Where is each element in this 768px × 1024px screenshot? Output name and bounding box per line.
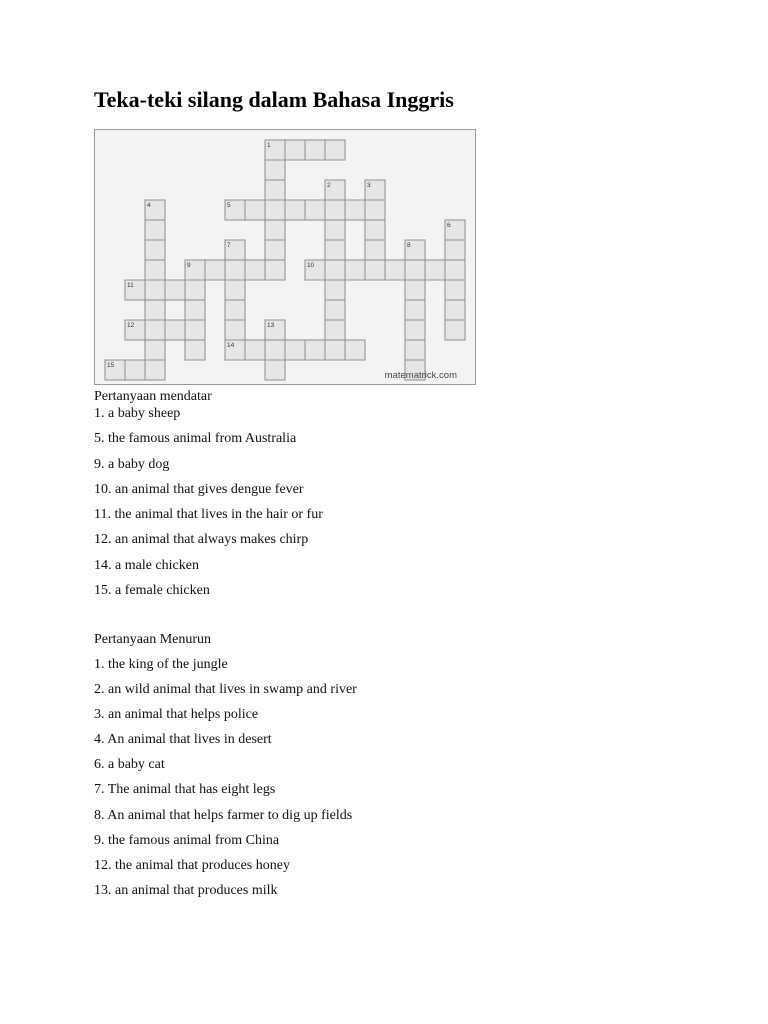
- down-clue: 8. An animal that helps farmer to dig up fields: [94, 807, 353, 823]
- across-clue: 11. the animal that lives in the hair or fur: [94, 507, 323, 523]
- down-clue: 6. a baby cat: [94, 757, 165, 773]
- across-clue: 14. a male chicken: [94, 557, 199, 573]
- clue-number: 2: [327, 182, 331, 189]
- clue-number: 12: [127, 322, 135, 329]
- across-clue: 12. an animal that always makes chirp: [94, 532, 309, 548]
- grid-cell: [325, 300, 345, 320]
- grid-cell: [285, 140, 305, 160]
- across-heading: Pertanyaan mendatar: [94, 389, 212, 404]
- down-clue: 13. an animal that produces milk: [94, 882, 278, 898]
- grid-cell: [185, 320, 205, 340]
- grid-cell: [225, 320, 245, 340]
- clue-number: 8: [407, 242, 411, 249]
- grid-cell: [265, 160, 285, 180]
- grid-cell: [385, 260, 405, 280]
- clue-number: 6: [447, 222, 451, 229]
- grid-cell: [365, 240, 385, 260]
- grid-cell: [185, 340, 205, 360]
- grid-cell: [325, 140, 345, 160]
- across-clue-list: [94, 405, 323, 607]
- clue-number: 1: [267, 142, 271, 149]
- down-clue-list: [94, 656, 357, 907]
- grid-cell: [145, 240, 165, 260]
- grid-cell: [405, 320, 425, 340]
- grid-cell: [325, 320, 345, 340]
- grid-cell: [325, 240, 345, 260]
- grid-cell: [445, 260, 465, 280]
- grid-cell: [125, 360, 145, 380]
- grid-cell: [445, 300, 465, 320]
- grid-cell: [245, 340, 265, 360]
- grid-cell: [405, 300, 425, 320]
- grid-cell: [205, 260, 225, 280]
- grid-cell: [405, 260, 425, 280]
- across-clue: 5. the famous animal from Australia: [94, 431, 297, 447]
- grid-cell: [365, 200, 385, 220]
- down-clue: 3. an animal that helps police: [94, 707, 259, 723]
- grid-cell: [145, 340, 165, 360]
- clue-number: 9: [187, 262, 191, 269]
- grid-cell: [345, 340, 365, 360]
- grid-cell: [285, 340, 305, 360]
- grid-cell: [405, 280, 425, 300]
- across-clue: 1. a baby sheep: [94, 406, 181, 421]
- grid-cell: [165, 320, 185, 340]
- clue-number: 15: [107, 362, 115, 369]
- grid-cell: [245, 260, 265, 280]
- grid-cell: [145, 320, 165, 340]
- crossword-grid-svg: [95, 130, 477, 386]
- grid-cell: [285, 200, 305, 220]
- clue-number: 7: [227, 242, 231, 249]
- watermark: matematrick.com: [384, 370, 457, 381]
- crossword-grid: [94, 129, 476, 385]
- grid-cell: [445, 240, 465, 260]
- across-clue: 10. an animal that gives dengue fever: [94, 481, 304, 497]
- grid-cell: [225, 300, 245, 320]
- across-clue: 15. a female chicken: [94, 583, 210, 599]
- grid-cell: [265, 220, 285, 240]
- grid-cell: [185, 300, 205, 320]
- grid-cell: [325, 220, 345, 240]
- grid-cell: [305, 340, 325, 360]
- clue-number: 11: [127, 282, 134, 289]
- down-clue: 4. An animal that lives in desert: [94, 732, 272, 748]
- page-title: Teka-teki silang dalam Bahasa Inggris: [94, 87, 454, 112]
- across-clue: 9. a baby dog: [94, 456, 170, 472]
- grid-cell: [405, 340, 425, 360]
- grid-cell: [165, 280, 185, 300]
- grid-cell: [265, 200, 285, 220]
- grid-cell: [325, 340, 345, 360]
- grid-cell: [265, 360, 285, 380]
- grid-cell: [445, 320, 465, 340]
- down-heading: Pertanyaan Menurun: [94, 632, 212, 647]
- grid-cell: [265, 340, 285, 360]
- grid-cell: [345, 200, 365, 220]
- grid-cell: [445, 280, 465, 300]
- clue-number: 4: [147, 202, 151, 209]
- grid-cell: [305, 200, 325, 220]
- clue-number: 14: [227, 342, 235, 349]
- clue-number: 5: [227, 202, 231, 209]
- down-clue: 9. the famous animal from China: [94, 832, 280, 848]
- grid-cell: [145, 220, 165, 240]
- grid-cell: [325, 280, 345, 300]
- grid-cell: [145, 260, 165, 280]
- grid-cell: [365, 260, 385, 280]
- down-clue: 1. the king of the jungle: [94, 657, 228, 672]
- grid-cell: [245, 200, 265, 220]
- grid-cell: [425, 260, 445, 280]
- clue-number: 13: [267, 322, 275, 329]
- grid-cell: [265, 180, 285, 200]
- clue-number: 3: [367, 182, 371, 189]
- grid-cell: [145, 300, 165, 320]
- clue-number: 10: [307, 262, 315, 269]
- grid-cell: [365, 220, 385, 240]
- grid-cell: [325, 260, 345, 280]
- grid-cell: [305, 140, 325, 160]
- down-clue: 2. an wild animal that lives in swamp and river: [94, 682, 357, 698]
- down-clue: 7. The animal that has eight legs: [94, 782, 276, 798]
- grid-cell: [225, 260, 245, 280]
- grid-cell: [345, 260, 365, 280]
- grid-cell: [145, 280, 165, 300]
- down-clue: 12. the animal that produces honey: [94, 857, 290, 873]
- grid-cell: [265, 260, 285, 280]
- grid-cell: [325, 200, 345, 220]
- grid-cell: [145, 360, 165, 380]
- grid-cell: [185, 280, 205, 300]
- grid-cell: [225, 280, 245, 300]
- grid-cell: [265, 240, 285, 260]
